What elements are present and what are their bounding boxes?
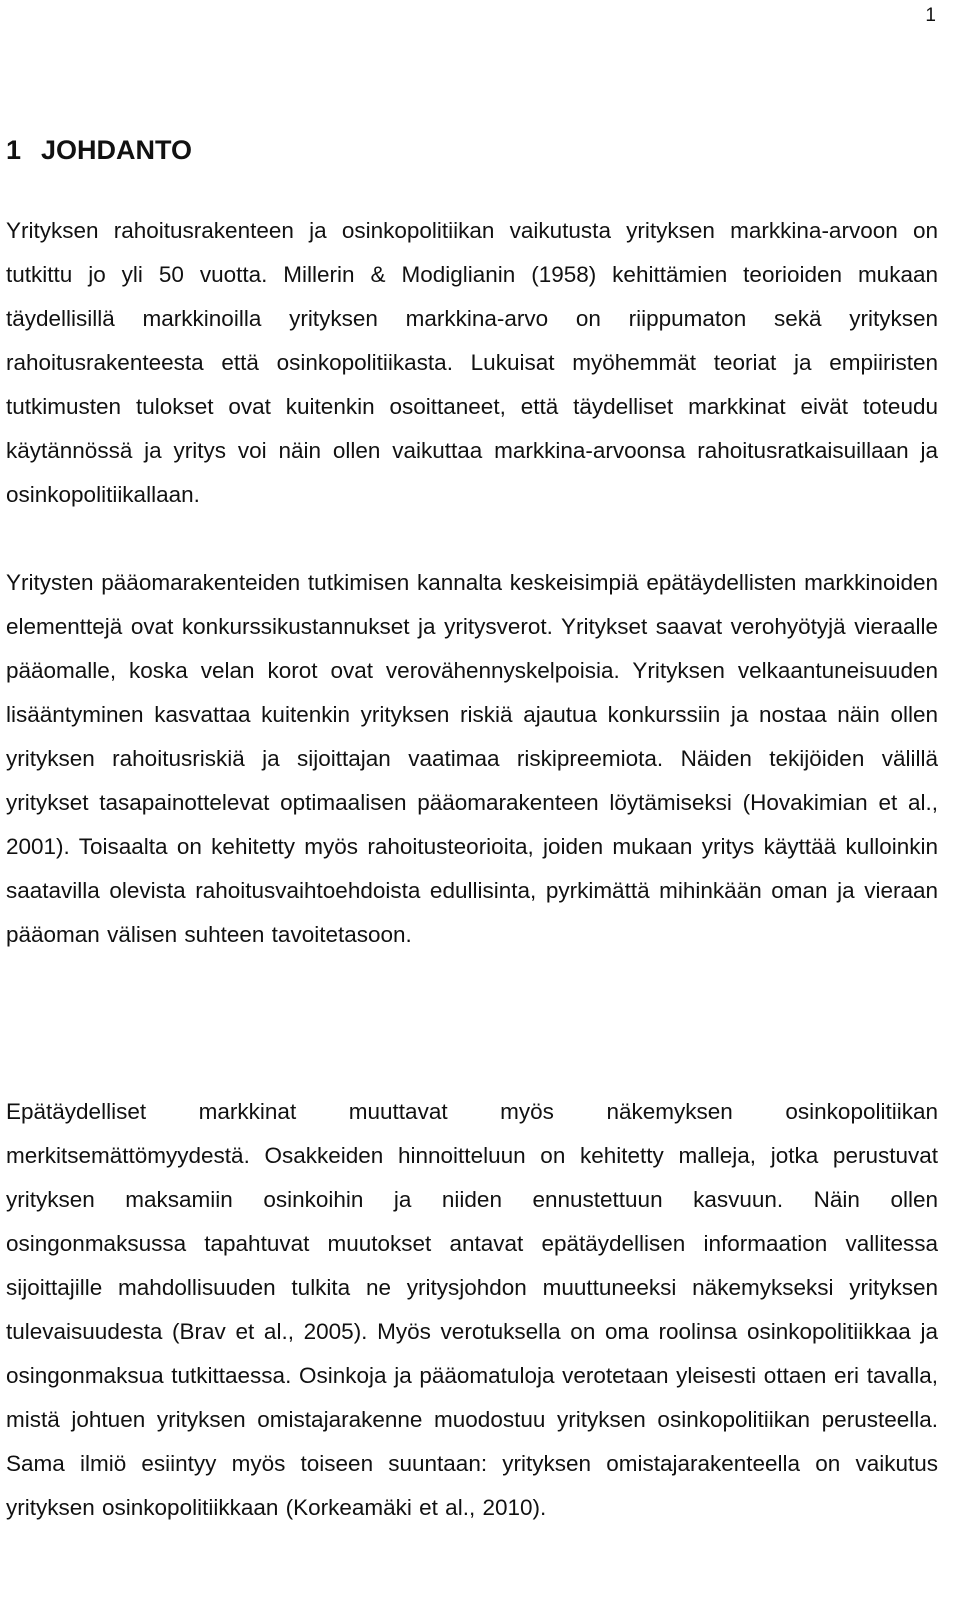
page-number: 1 — [925, 5, 936, 26]
paragraph-3: Epätäydelliset markkinat muuttavat myös näkemyksen osinkopolitiikan merkitsemättömyydestä. Osakkeiden hinnoitteluun on kehitetty malleja, jotka perustuvat yrityksen maksamiin osinkoihin ja niiden ennustettuun kasvuun. Näin ollen osingonmaksussa tapahtuvat muutokset antavat epätäydellisen informaation vallitessa sijoittajille mahdollisuuden tulkita ne yritysjohdon muuttuneeksi näkemykseksi yrityksen tulevaisuudesta (Brav et al., 2005). Myös verotuksella on oma roolinsa osinkopolitiikkaa ja osingonmaksua tutkittaessa. Osinkoja ja pääomatuloja verotetaan yleisesti ottaen eri tavalla, mistä johtuen yrityksen omistajarakenne muodostuu yrityksen osinkopolitiikan perusteella. Sama ilmiö esiintyy myös toiseen suuntaan: yrityksen omistajarakenteella on vaikutus yrityksen osinkopolitiikkaan (Korkeamäki et al., 2010). — [6, 1099, 938, 1520]
chapter-number: 1 — [6, 135, 22, 165]
chapter-heading — [6, 132, 192, 168]
paragraph-1: Yrityksen rahoitusrakenteen ja osinkopolitiikan vaikutusta yrityksen markkina-arvoon on tutkittu jo yli 50 vuotta. Millerin & Modiglianin (1958) kehittämien teorioiden mukaan täydellisillä markkinoilla yrityksen markkina-arvo on riippumaton sekä yrityksen rahoitusrakenteesta että osinkopolitiikasta. Lukuisat myöhemmät teoriat ja empiiristen tutkimusten tulokset ovat kuitenkin osoittaneet, että täydelliset markkinat eivät toteudu käytännössä ja yritys voi näin ollen vaikuttaa markkina-arvoonsa rahoitusratkaisuillaan ja osinkopolitiikallaan. — [6, 218, 938, 507]
paragraph-2: Yritysten pääomarakenteiden tutkimisen kannalta keskeisimpiä epätäydellisten markkinoiden elementtejä ovat konkurssikustannukset ja yritysverot. Yritykset saavat verohyötyjä vieraalle pääomalle, koska velan korot ovat verovähennyskelpoisia. Yrityksen velkaantuneisuuden lisääntyminen kasvattaa kuitenkin yrityksen riskiä ajautua konkurssiin ja nostaa näin ollen yrityksen rahoitusriskiä ja sijoittajan vaatimaa riskipreemiota. Näiden tekijöiden välillä yritykset tasapainottelevat optimaalisen pääomarakenteen löytämiseksi (Hovakimian et al., 2001). Toisaalta on kehitetty myös rahoitusteorioita, joiden mukaan yritys käyttää kulloinkin saatavilla olevista rahoitusvaihtoehdoista edullisinta, pyrkimättä mihinkään oman ja vieraan pääoman välisen suhteen tavoitetasoon. — [6, 570, 938, 947]
chapter-title: JOHDANTO — [41, 135, 193, 165]
